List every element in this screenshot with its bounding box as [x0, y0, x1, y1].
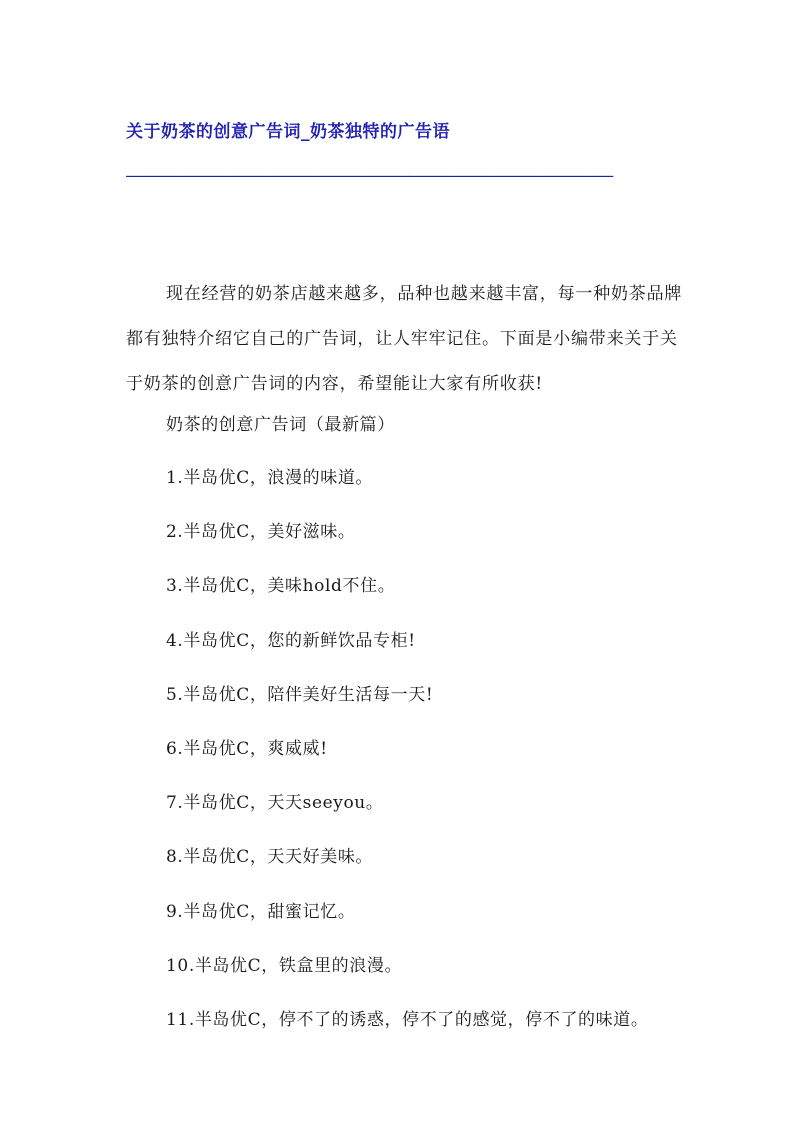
document-title: 关于奶茶的创意广告词_奶茶独特的广告语 [126, 122, 450, 142]
list-item: 5.半岛优C，陪伴美好生活每一天! [166, 684, 434, 705]
list-item: 9.半岛优C，甜蜜记忆。 [166, 901, 356, 922]
list-item: 1.半岛优C，浪漫的味道。 [166, 468, 374, 488]
intro-paragraph: 现在经营的奶茶店越来越多，品种也越来越丰富，每一种奶茶品牌都有独特介绍它自己的广告词，让人牢牢记住。下面是小编带来关于关于奶茶的创意广告词的内容，希望能让大家有所收获! [126, 284, 683, 394]
section-subheading: 奶茶的创意广告词（最新篇） [166, 415, 395, 435]
slogan-list [166, 463, 648, 1059]
list-item: 4.半岛优C，您的新鲜饮品专柜! [166, 630, 416, 651]
list-item: 10.半岛优C，铁盒里的浪漫。 [166, 955, 403, 976]
list-item: 8.半岛优C，天天好美味。 [166, 847, 374, 868]
list-item: 11.半岛优C，停不了的诱惑，停不了的感觉，停不了的味道。 [166, 1009, 649, 1030]
list-item: 3.半岛优C，美味hold不住。 [166, 576, 396, 597]
list-item: 6.半岛优C，爽威威! [166, 738, 328, 759]
list-item: 2.半岛优C，美好滋味。 [166, 522, 356, 543]
list-item: 7.半岛优C，天天seeyou。 [166, 793, 384, 814]
title-underline-rule: —————————————————————————————————————————————————— [126, 166, 613, 186]
